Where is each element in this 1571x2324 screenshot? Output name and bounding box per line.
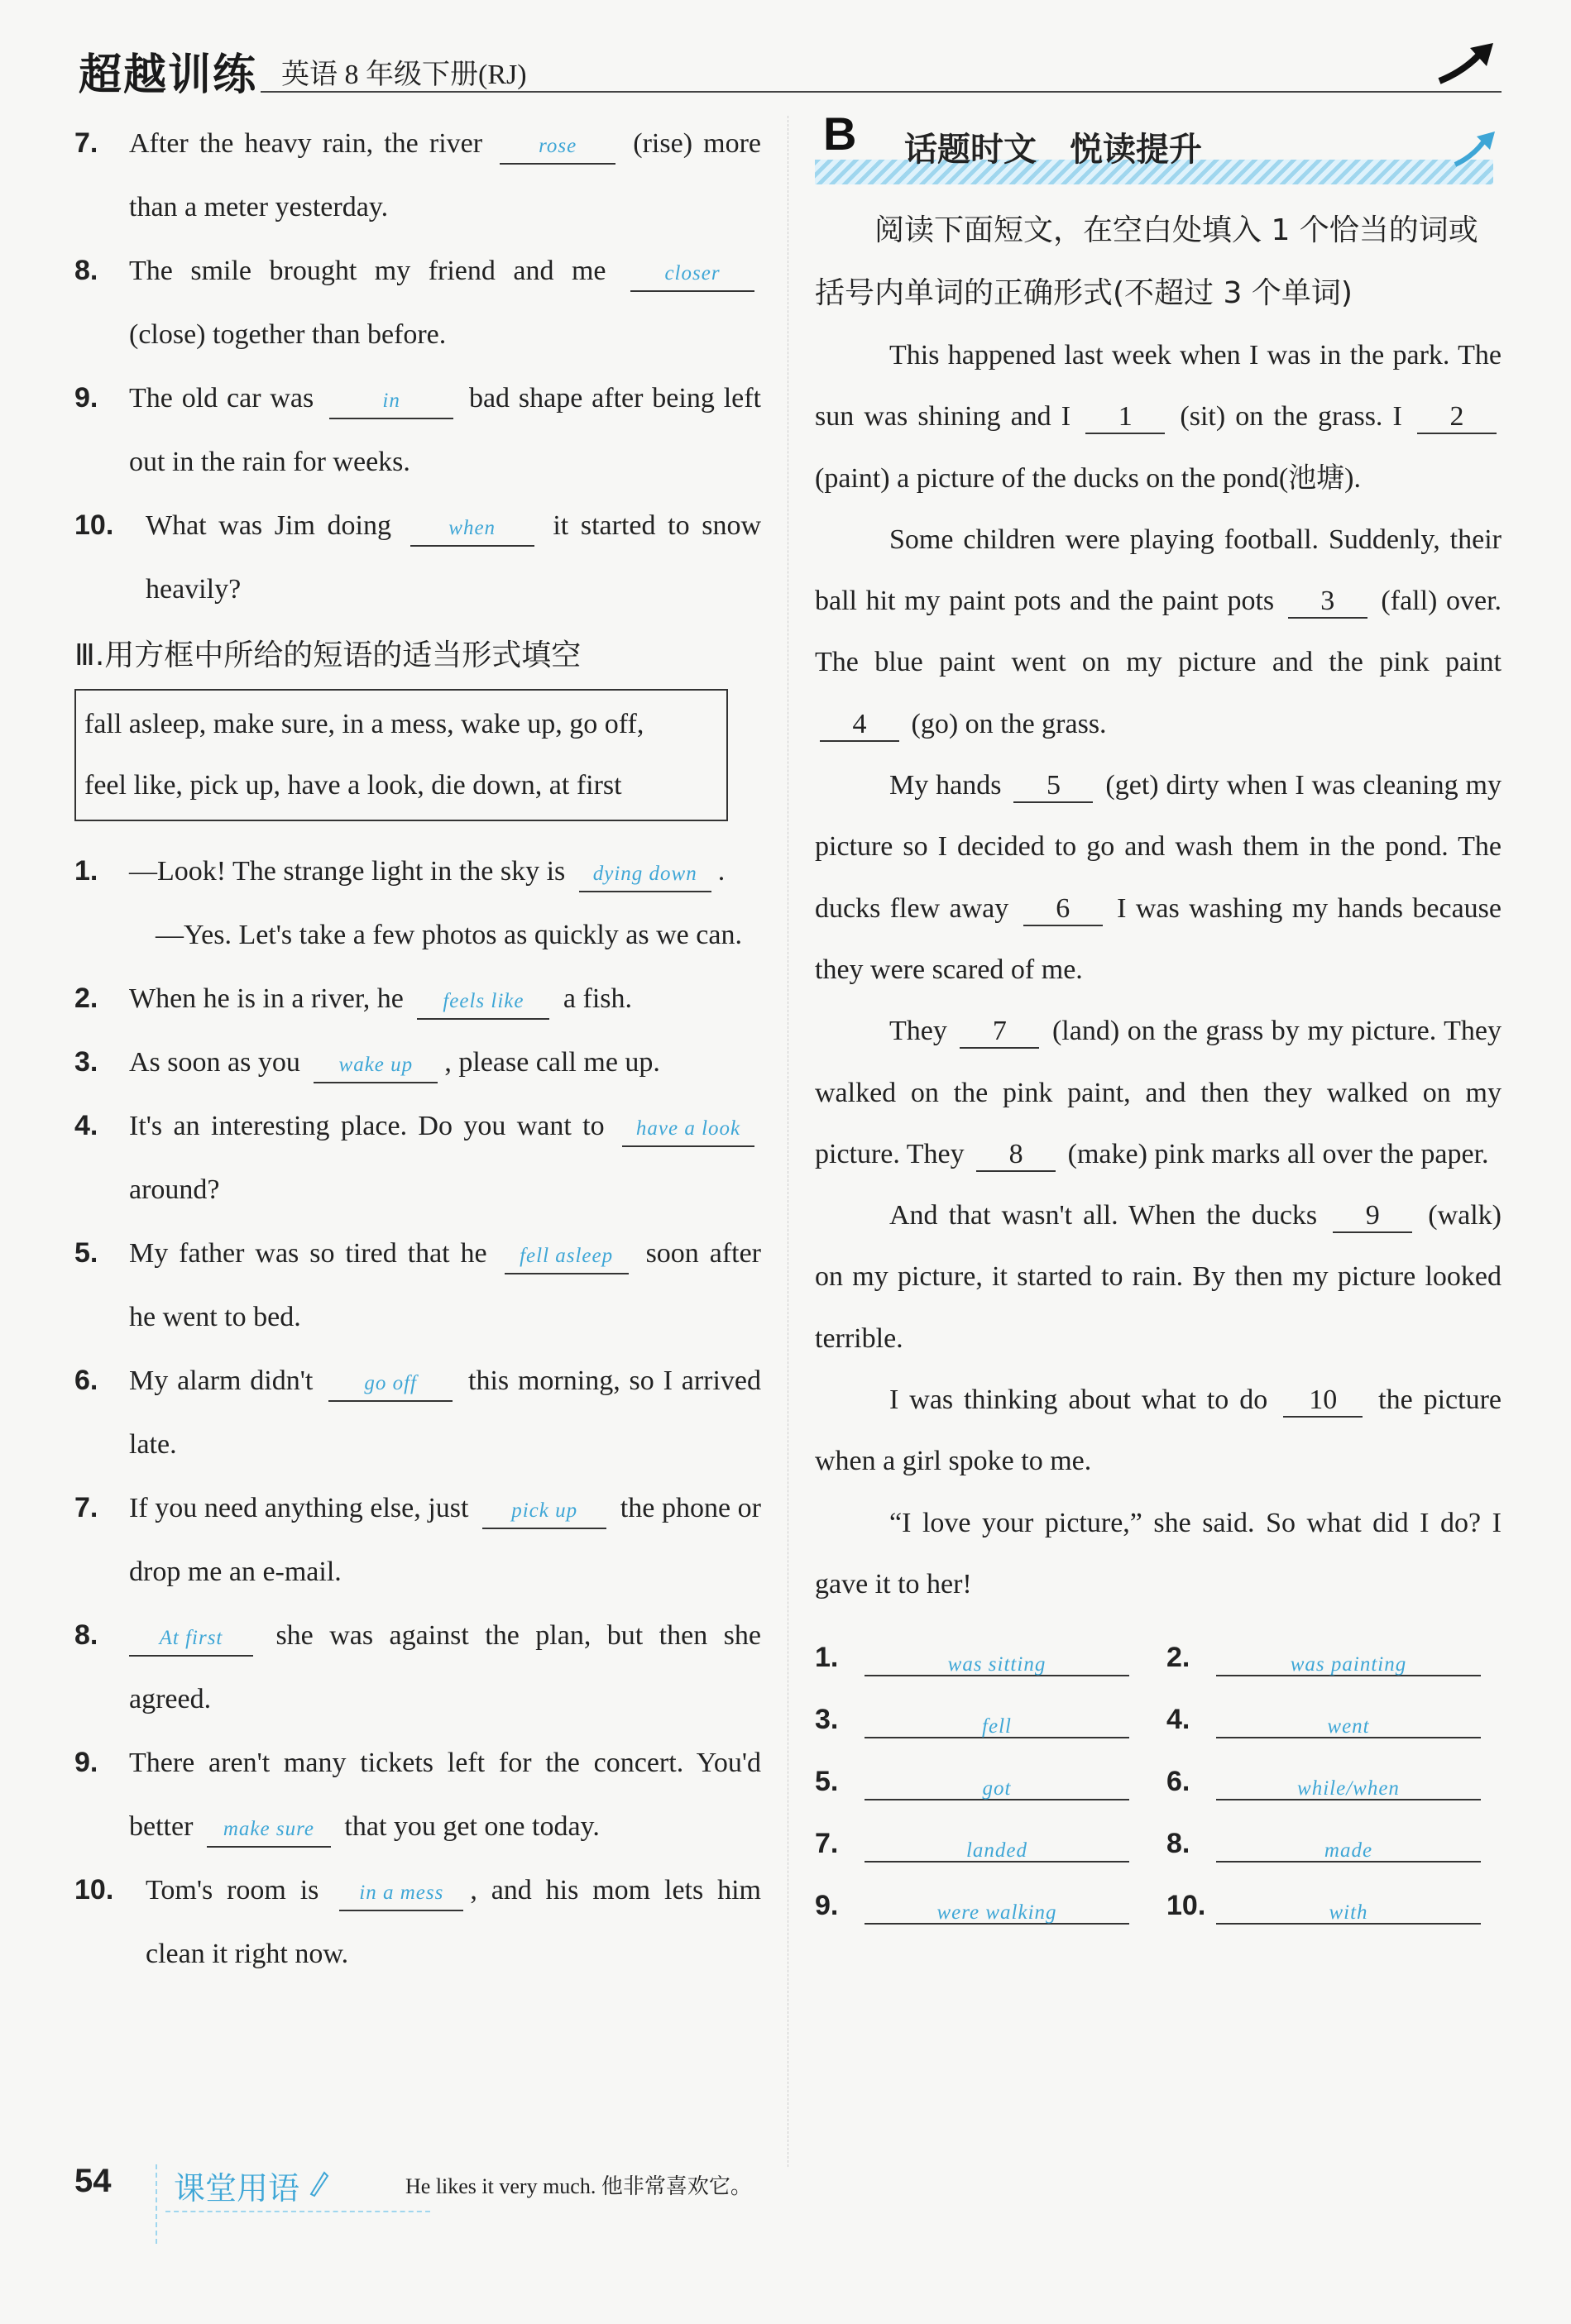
answer-blank[interactable] [630, 255, 754, 292]
item-text: My alarm didn't [129, 1365, 314, 1396]
answer-text: fell [982, 1715, 1012, 1738]
answer-cell [1166, 1753, 1502, 1815]
passage-text: (walk) on my picture, it started to rain. By then my picture looked terrible. [815, 1200, 1502, 1354]
answer-number: 3. [815, 1704, 839, 1736]
answer-number: 4. [1166, 1704, 1190, 1736]
exercise-item [74, 967, 761, 1030]
item-text: a fish. [563, 983, 632, 1014]
answer-line[interactable] [865, 1709, 1129, 1738]
item-text: it started to snow heavily? [146, 510, 762, 605]
item-text: , and his mom lets him clean it right now. [146, 1875, 761, 1969]
answer-line[interactable] [865, 1833, 1129, 1863]
item-text: . [717, 856, 726, 887]
passage-blank[interactable]: 8 [976, 1139, 1056, 1172]
passage-text: I was thinking about what to do [889, 1384, 1268, 1416]
answer-blank[interactable] [339, 1874, 463, 1911]
item-number: 9. [74, 1747, 98, 1778]
passage-paragraph [815, 1001, 1502, 1185]
answer-blank[interactable] [328, 1365, 453, 1402]
answer-cell [815, 1628, 1166, 1690]
exercise-item [74, 1222, 761, 1349]
answer-cell [1166, 1877, 1502, 1939]
item-number: 8. [74, 1619, 98, 1651]
arrow-icon [1452, 128, 1502, 170]
passage-paragraph [815, 1185, 1502, 1370]
section-b-header [815, 108, 1502, 194]
answer-cell [1166, 1690, 1502, 1753]
answer-cell [1166, 1815, 1502, 1877]
passage-paragraph [815, 509, 1502, 755]
section-title: Ⅲ.用方框中所给的短语的适当形式填空 [74, 638, 582, 672]
passage-paragraph [815, 325, 1502, 509]
item-text: (close) together than before. [129, 319, 447, 350]
answer-text: in a mess [359, 1882, 444, 1904]
item-text: soon after he went to bed. [129, 1238, 762, 1332]
answer-line[interactable] [1216, 1771, 1481, 1800]
item-number: 10. [74, 1874, 114, 1906]
item-number: 7. [74, 127, 98, 159]
item-number: 7. [74, 1492, 98, 1523]
answer-text: feels like [443, 990, 524, 1012]
answer-text: when [448, 517, 496, 539]
item-number: 3. [74, 1046, 98, 1078]
passage-blank[interactable]: 5 [1013, 770, 1093, 803]
passage-blank[interactable]: 6 [1023, 893, 1103, 926]
answer-blank[interactable] [622, 1110, 754, 1147]
brand-title: 超越训练 [79, 50, 258, 100]
item-text: the phone or drop me an e-mail. [129, 1493, 762, 1587]
passage-text: (go) on the grass. [911, 708, 1107, 739]
passage-blank[interactable]: 1 [1085, 401, 1165, 434]
section-letter: B [823, 108, 857, 160]
footer-underline [165, 2211, 430, 2212]
item-text: Tom's room is [146, 1875, 319, 1906]
exercise-item [74, 1094, 761, 1222]
passage-paragraph [815, 755, 1502, 1001]
answer-line[interactable] [1216, 1895, 1481, 1925]
passage-text: Some children were playing football. Suddenly, their ball hit my paint pots and the paint pots [815, 524, 1502, 617]
item-text: The old car was [129, 383, 314, 414]
answer-number: 6. [1166, 1766, 1190, 1798]
header-rule [261, 91, 1502, 93]
answer-text: At first [159, 1627, 223, 1649]
answer-number: 8. [1166, 1828, 1190, 1860]
page-header [79, 35, 1502, 101]
item-number: 8. [74, 255, 98, 286]
exercise-item [74, 1476, 761, 1604]
passage-paragraph [815, 1370, 1502, 1493]
item-text: that you get one today. [344, 1811, 600, 1842]
right-column [815, 108, 1502, 1939]
answer-cell [815, 1815, 1166, 1877]
passage-blank[interactable]: 7 [960, 1016, 1039, 1049]
exercise-item [74, 1030, 761, 1094]
answer-line[interactable] [865, 1647, 1129, 1676]
answer-blank[interactable] [129, 1619, 253, 1657]
answer-line[interactable] [865, 1771, 1129, 1800]
passage-blank[interactable]: 3 [1288, 586, 1367, 619]
dialogue-reply: —Yes. Let's take a few photos as quickly as we can. [156, 920, 742, 950]
answer-cell [815, 1877, 1166, 1939]
answer-text: have a look [635, 1117, 741, 1140]
passage-text: (get) dirty when I was cleaning my picture so I decided to go and wash them in the pond. The ducks flew away [815, 770, 1502, 924]
passage-text: the picture when a girl spoke to me. [815, 1384, 1502, 1477]
footer-phrase: He likes it very much. 他非常喜欢它。 [405, 2174, 752, 2198]
passage-text: (fall) over. The blue paint went on my picture and the pink paint [815, 586, 1502, 678]
item-text: If you need anything else, just [129, 1493, 469, 1523]
answer-text: pick up [511, 1499, 578, 1522]
answer-grid [815, 1628, 1502, 1939]
page-number: 54 [74, 2163, 112, 2199]
answer-text: landed [965, 1839, 1028, 1863]
answer-cell [815, 1753, 1166, 1815]
answer-blank[interactable] [329, 382, 453, 419]
passage-blank[interactable]: 10 [1283, 1384, 1363, 1418]
item-number: 4. [74, 1110, 98, 1141]
item-text: There aren't many tickets left for the concert. You'd better [129, 1748, 761, 1842]
exercise-item [74, 1858, 761, 1986]
item-text: (rise) more than a meter yesterday. [129, 128, 761, 222]
answer-text: closer [664, 262, 721, 285]
item-number: 2. [74, 983, 98, 1014]
item-text: The smile brought my friend and me [129, 256, 606, 286]
item-text: this morning, so I arrived late. [129, 1365, 762, 1460]
reading-passage [815, 325, 1502, 1615]
answer-text: rose [539, 135, 577, 157]
page-footer [74, 2163, 1497, 2245]
answer-cell [1166, 1628, 1502, 1690]
passage-text: (land) on the grass by my picture. They walked on the pink paint, and then they walked on my picture. They [815, 1016, 1502, 1169]
item-text: bad shape after being left out in the rain for weeks. [129, 383, 762, 477]
answer-text: was painting [1290, 1653, 1407, 1676]
answer-number: 7. [815, 1828, 839, 1860]
answer-blank[interactable] [314, 1046, 438, 1083]
answer-line[interactable] [865, 1895, 1129, 1925]
answer-text: in [382, 390, 400, 412]
answer-text: wake up [338, 1054, 414, 1076]
passage-blank[interactable]: 4 [820, 709, 899, 742]
passage-text: (paint) a picture of the ducks on the pond(池塘). [815, 462, 1361, 494]
item-number: 5. [74, 1237, 98, 1269]
answer-text: went [1327, 1715, 1370, 1738]
exercise-item [74, 366, 761, 494]
exercise-item [74, 839, 761, 967]
passage-text: My hands [889, 770, 1002, 801]
pen-icon [306, 2168, 331, 2197]
passage-blank[interactable]: 9 [1333, 1200, 1412, 1233]
item-text: When he is in a river, he [129, 983, 404, 1014]
item-text: around? [129, 1174, 220, 1205]
answer-blank[interactable] [579, 855, 711, 892]
item-text: What was Jim doing [146, 510, 392, 541]
phrase-box-line: feel like, pick up, have a look, die down, at first [84, 770, 622, 801]
phrase-box-line: fall asleep, make sure, in a mess, wake up, go off, [84, 709, 644, 739]
item-text: she was against the plan, but then she agreed. [129, 1620, 761, 1714]
passage-text: And that wasn't all. When the ducks [889, 1200, 1318, 1231]
answer-line[interactable] [1216, 1647, 1481, 1676]
subject-label: 英语 8 年级下册(RJ) [281, 60, 527, 90]
exercise-item [74, 1349, 761, 1476]
answer-text: with [1329, 1901, 1368, 1925]
answer-blank[interactable] [500, 127, 615, 165]
passage-text: This happened last week when I was in the park. The sun was shining and I [815, 340, 1502, 433]
answer-blank[interactable] [482, 1492, 606, 1529]
answer-text: make sure [223, 1818, 314, 1840]
exercise-item [74, 239, 761, 366]
left-column [74, 112, 761, 1986]
passage-text: They [889, 1016, 947, 1047]
answer-text: dying down [592, 863, 697, 885]
item-text: After the heavy rain, the river [129, 128, 483, 159]
answer-number: 10. [1166, 1890, 1206, 1922]
answer-number: 5. [815, 1766, 839, 1798]
answer-line[interactable] [1216, 1833, 1481, 1863]
answer-text: made [1324, 1839, 1373, 1863]
passage-text: (sit) on the grass. I [1180, 401, 1402, 433]
answer-text: while/when [1297, 1777, 1400, 1800]
item-number: 1. [74, 855, 98, 887]
passage-blank[interactable]: 2 [1417, 401, 1497, 434]
item-text: , please call me up. [444, 1047, 660, 1078]
passage-paragraph [815, 1493, 1502, 1616]
answer-text: was sitting [947, 1653, 1047, 1676]
item-number: 6. [74, 1365, 98, 1396]
answer-text: go off [364, 1372, 417, 1394]
passage-text: (make) pink marks all over the paper. [1067, 1138, 1489, 1169]
item-text: As soon as you [129, 1047, 300, 1078]
item-number: 9. [74, 382, 98, 414]
footer-divider [156, 2164, 157, 2244]
answer-text: were walking [936, 1901, 1057, 1925]
answer-blank[interactable] [505, 1237, 629, 1274]
answer-blank[interactable] [410, 509, 534, 547]
answer-blank[interactable] [417, 983, 549, 1020]
answer-text: fell asleep [520, 1245, 614, 1267]
phrase-box [74, 689, 728, 821]
item-number: 10. [74, 509, 114, 541]
exercise-item [74, 1731, 761, 1858]
footer-label: 课堂用语 [174, 2170, 300, 2207]
arrow-logo-icon [1435, 38, 1502, 88]
answer-cell [815, 1690, 1166, 1753]
section-title: 话题时文 悦读提升 [904, 131, 1202, 169]
item-text: It's an interesting place. Do you want to [129, 1111, 605, 1141]
passage-text: “I love your picture,” she said. So what did I do? I gave it to her! [815, 1507, 1502, 1600]
exercise-item [74, 1604, 761, 1731]
exercise-item [74, 494, 761, 621]
answer-number: 2. [1166, 1642, 1190, 1674]
answer-blank[interactable] [207, 1810, 331, 1848]
answer-text: got [982, 1777, 1012, 1800]
item-text: —Look! The strange light in the sky is [129, 856, 566, 887]
answer-line[interactable] [1216, 1709, 1481, 1738]
answer-number: 9. [815, 1890, 839, 1922]
answer-number: 1. [815, 1642, 839, 1674]
item-text: My father was so tired that he [129, 1238, 487, 1269]
instruction-text: 阅读下面短文，在空白处填入 1 个恰当的词或括号内单词的正确形式(不超过 3 个单词) [815, 213, 1478, 310]
exercise-item [74, 112, 761, 239]
passage-text: I was washing my hands because they were scared of me. [815, 892, 1502, 985]
